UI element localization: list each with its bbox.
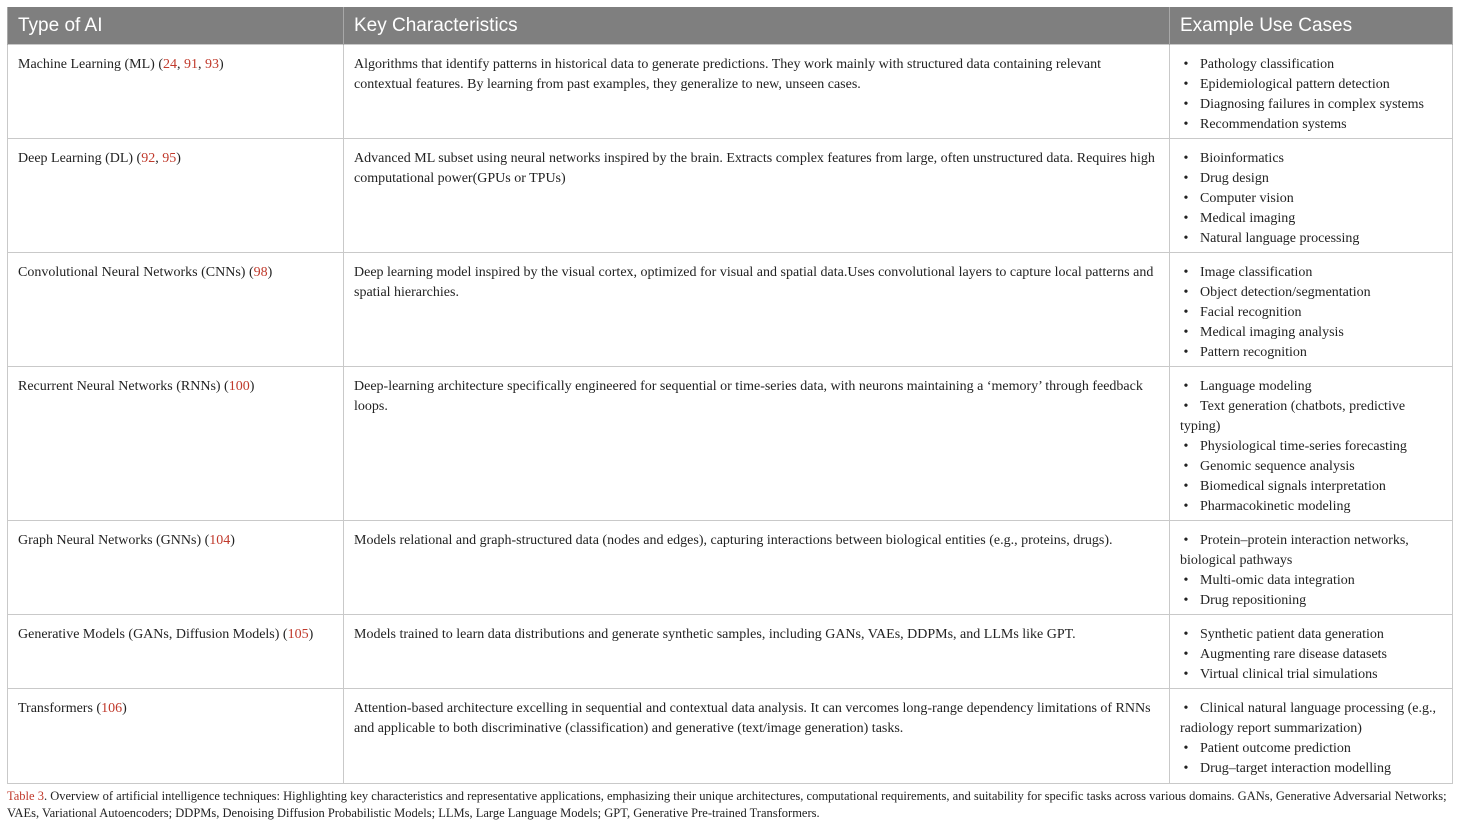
use-case-item xyxy=(1180,343,1444,363)
type-name-end: ) xyxy=(249,379,255,394)
key-characteristics-cell: Advanced ML subset using neural networks inspired by the brain. Extracts complex features from large, often unstructured data. Requires high computational power(GPUs or TPUs) xyxy=(344,139,1170,253)
use-case-text: Synthetic patient data generation xyxy=(1200,627,1384,642)
example-use-cases-cell xyxy=(1170,615,1453,689)
use-case-text: Augmenting rare disease datasets xyxy=(1200,647,1387,662)
key-characteristics-cell: Models relational and graph-structured data (nodes and edges), capturing interactions between biological entities (e.g., proteins, drugs). xyxy=(344,521,1170,615)
type-name: Graph Neural Networks (GNNs) ( xyxy=(18,533,210,548)
bullet-icon: • xyxy=(1183,305,1189,320)
use-case-item xyxy=(1180,665,1444,685)
key-characteristics-cell: Deep-learning architecture specifically engineered for sequential or time-series data, with neurons maintaining a ‘memory’ through feedback loops. xyxy=(344,367,1170,521)
use-case-item xyxy=(1180,169,1444,189)
use-case-item xyxy=(1180,149,1444,169)
example-use-cases-cell xyxy=(1170,139,1453,253)
bullet-icon: • xyxy=(1183,761,1189,776)
bullet-icon: • xyxy=(1183,345,1189,360)
type-name: Deep Learning (DL) ( xyxy=(18,151,142,166)
use-case-text: Diagnosing failures in complex systems xyxy=(1200,97,1424,112)
use-case-text: Object detection/segmentation xyxy=(1200,285,1371,300)
use-case-item xyxy=(1180,323,1444,343)
bullet-icon: • xyxy=(1183,399,1189,414)
reference-link[interactable]: 91 xyxy=(184,57,198,72)
use-case-item xyxy=(1180,209,1444,229)
bullet-icon: • xyxy=(1183,533,1189,548)
table-container xyxy=(7,7,1452,784)
bullet-icon: • xyxy=(1183,57,1189,72)
use-case-list xyxy=(1180,625,1444,685)
type-of-ai-cell xyxy=(8,615,344,689)
use-case-item xyxy=(1180,625,1444,645)
table-row xyxy=(8,367,1453,521)
table-row xyxy=(8,45,1453,139)
use-case-text: Bioinformatics xyxy=(1200,151,1284,166)
bullet-icon: • xyxy=(1183,479,1189,494)
use-case-text: Epidemiological pattern detection xyxy=(1200,77,1390,92)
bullet-icon: • xyxy=(1183,667,1189,682)
type-name-end: ) xyxy=(219,57,224,72)
reference-link[interactable]: 95 xyxy=(162,151,177,166)
use-case-item xyxy=(1180,303,1444,323)
bullet-icon: • xyxy=(1183,151,1189,166)
type-name: Generative Models (GANs, Diffusion Models) ( xyxy=(18,627,288,642)
use-case-list xyxy=(1180,263,1444,363)
table-header-row xyxy=(8,7,1453,45)
bullet-icon: • xyxy=(1183,97,1189,112)
example-use-cases-cell xyxy=(1170,521,1453,615)
use-case-text: Virtual clinical trial simulations xyxy=(1200,667,1378,682)
use-case-text: Text generation (chatbots, predictive typing) xyxy=(1180,399,1406,434)
use-case-text: Multi-omic data integration xyxy=(1200,573,1355,588)
use-case-text: Drug design xyxy=(1200,171,1269,186)
bullet-icon: • xyxy=(1183,459,1189,474)
use-case-item xyxy=(1180,397,1444,437)
use-case-text: Genomic sequence analysis xyxy=(1200,459,1355,474)
table-caption xyxy=(7,788,1454,822)
use-case-text: Drug–target interaction modelling xyxy=(1200,761,1392,776)
use-case-item xyxy=(1180,591,1444,611)
bullet-icon: • xyxy=(1183,647,1189,662)
use-case-text: Facial recognition xyxy=(1200,305,1302,320)
use-case-item xyxy=(1180,55,1444,75)
key-characteristics-cell: Models trained to learn data distributions and generate synthetic samples, including GANs, VAEs, DDPMs, and LLMs like GPT. xyxy=(344,615,1170,689)
bullet-icon: • xyxy=(1183,701,1189,716)
type-of-ai-cell xyxy=(8,367,344,521)
use-case-text: Protein–protein interaction networks, biological pathways xyxy=(1180,533,1409,568)
use-case-text: Drug repositioning xyxy=(1200,593,1307,608)
bullet-icon: • xyxy=(1183,379,1189,394)
bullet-icon: • xyxy=(1183,593,1189,608)
bullet-icon: • xyxy=(1183,499,1189,514)
bullet-icon: • xyxy=(1183,573,1189,588)
bullet-icon: • xyxy=(1183,117,1189,132)
use-case-item xyxy=(1180,699,1444,739)
use-case-text: Patient outcome prediction xyxy=(1200,741,1351,756)
use-case-item xyxy=(1180,457,1444,477)
use-case-text: Medical imaging analysis xyxy=(1200,325,1344,340)
use-case-list xyxy=(1180,531,1444,611)
bullet-icon: • xyxy=(1183,171,1189,186)
key-characteristics-cell: Algorithms that identify patterns in historical data to generate predictions. They work mainly with structured data containing relevant contextual features. By learning from past examples, they generalize to new, unseen cases. xyxy=(344,45,1170,139)
example-use-cases-cell xyxy=(1170,253,1453,367)
use-case-text: Language modeling xyxy=(1200,379,1312,394)
use-case-item xyxy=(1180,377,1444,397)
key-characteristics-cell: Deep learning model inspired by the visual cortex, optimized for visual and spatial data.Uses convolutional layers to capture local patterns and spatial hierarchies. xyxy=(344,253,1170,367)
ai-techniques-table xyxy=(7,7,1453,784)
use-case-text: Computer vision xyxy=(1200,191,1294,206)
use-case-text: Natural language processing xyxy=(1200,231,1360,246)
type-name-end: ) xyxy=(267,265,273,280)
table-row xyxy=(8,521,1453,615)
type-of-ai-cell xyxy=(8,253,344,367)
use-case-item xyxy=(1180,229,1444,249)
use-case-list xyxy=(1180,55,1444,135)
type-name: Machine Learning (ML) ( xyxy=(18,57,163,72)
reference-link[interactable]: 106 xyxy=(101,701,123,716)
reference-link[interactable]: 100 xyxy=(228,379,250,394)
reference-link[interactable]: 92 xyxy=(141,151,156,166)
use-case-item xyxy=(1180,115,1444,135)
reference-link[interactable]: 105 xyxy=(287,627,309,642)
use-case-item xyxy=(1180,477,1444,497)
use-case-text: Physiological time-series forecasting xyxy=(1200,439,1407,454)
use-case-item xyxy=(1180,739,1444,759)
caption-label[interactable]: Table 3 xyxy=(7,789,44,803)
use-case-text: Pharmacokinetic modeling xyxy=(1200,499,1351,514)
use-case-item xyxy=(1180,189,1444,209)
bullet-icon: • xyxy=(1183,191,1189,206)
bullet-icon: • xyxy=(1183,285,1189,300)
use-case-text: Pattern recognition xyxy=(1200,345,1307,360)
use-case-list xyxy=(1180,699,1444,779)
type-name: Convolutional Neural Networks (CNNs) ( xyxy=(18,265,254,280)
use-case-item xyxy=(1180,531,1444,571)
use-case-item xyxy=(1180,759,1444,779)
use-case-item xyxy=(1180,571,1444,591)
reference-link[interactable]: 24 xyxy=(163,57,177,72)
type-name-end: ) xyxy=(176,151,181,166)
caption-text: . Overview of artificial intelligence techniques: Highlighting key characteristics and representative applications, emphasizing their unique architectures, computational requirements, and suitability for specific tasks across various domains. GANs, Generative Adversarial Networks; VAEs, Variational Autoencoders; DDPMs, Denoising Diffusion Probabilistic Models; LLMs, Large Language Models; GPT, Generative Pre-trained Transformers. xyxy=(7,789,1447,820)
bullet-icon: • xyxy=(1183,211,1189,226)
use-case-text: Biomedical signals interpretation xyxy=(1200,479,1386,494)
type-of-ai-cell xyxy=(8,689,344,784)
use-case-item xyxy=(1180,497,1444,517)
use-case-item xyxy=(1180,263,1444,283)
type-name: Transformers ( xyxy=(18,701,102,716)
use-case-text: Medical imaging xyxy=(1200,211,1296,226)
header-key-characteristics: Key Characteristics xyxy=(344,7,1170,45)
use-case-text: Pathology classification xyxy=(1200,57,1335,72)
bullet-icon: • xyxy=(1183,77,1189,92)
table-row xyxy=(8,615,1453,689)
type-name-end: ) xyxy=(230,533,235,548)
example-use-cases-cell xyxy=(1170,367,1453,521)
table-row xyxy=(8,689,1453,784)
use-case-text: Recommendation systems xyxy=(1200,117,1347,132)
use-case-item xyxy=(1180,75,1444,95)
use-case-item xyxy=(1180,283,1444,303)
table-row xyxy=(8,253,1453,367)
example-use-cases-cell xyxy=(1170,45,1453,139)
reference-link[interactable]: 104 xyxy=(209,533,231,548)
use-case-item xyxy=(1180,437,1444,457)
use-case-list xyxy=(1180,149,1444,249)
bullet-icon: • xyxy=(1183,741,1189,756)
header-example-use-cases: Example Use Cases xyxy=(1170,7,1453,45)
bullet-icon: • xyxy=(1183,265,1189,280)
table-row xyxy=(8,139,1453,253)
type-name: Recurrent Neural Networks (RNNs) ( xyxy=(18,379,229,394)
use-case-item xyxy=(1180,645,1444,665)
use-case-text: Image classification xyxy=(1200,265,1313,280)
use-case-item xyxy=(1180,95,1444,115)
bullet-icon: • xyxy=(1183,627,1189,642)
key-characteristics-cell: Attention-based architecture excelling in sequential and contextual data analysis. It can vercomes long-range dependency limitations of RNNs and applicable to both discriminative (classification) and generative (text/image generation) tasks. xyxy=(344,689,1170,784)
use-case-text: Clinical natural language processing (e.g., radiology report summarization) xyxy=(1180,701,1436,736)
type-of-ai-cell xyxy=(8,521,344,615)
type-of-ai-cell: Machine Learning (ML) (24, 91, 93) xyxy=(8,45,344,139)
use-case-list xyxy=(1180,377,1444,517)
bullet-icon: • xyxy=(1183,325,1189,340)
bullet-icon: • xyxy=(1183,231,1189,246)
reference-link[interactable]: 93 xyxy=(205,57,219,72)
reference-link[interactable]: 98 xyxy=(253,265,268,280)
bullet-icon: • xyxy=(1183,439,1189,454)
header-type-of-ai: Type of AI xyxy=(8,7,344,45)
type-name-end: ) xyxy=(122,701,127,716)
type-name-end: ) xyxy=(308,627,314,642)
type-of-ai-cell: Deep Learning (DL) (92, 95) xyxy=(8,139,344,253)
example-use-cases-cell xyxy=(1170,689,1453,784)
